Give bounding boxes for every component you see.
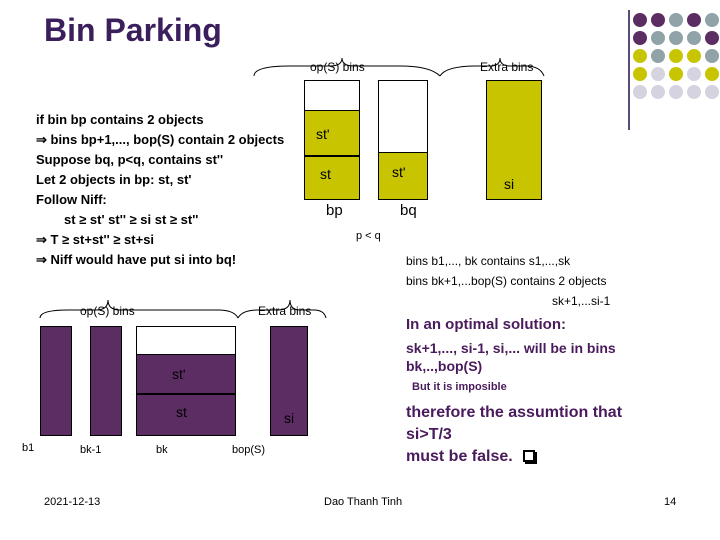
line-7: ⇒ T ≥ st+st'' ≥ st+si — [36, 232, 155, 247]
bin-bp-item-bottom — [304, 156, 360, 200]
label-st-prime-bottom: st' — [172, 366, 186, 382]
conclusion-line-1: therefore the assumtion that — [406, 404, 623, 421]
label-bp: bp — [326, 202, 343, 219]
line-8: ⇒ Niff would have put si into bq! — [36, 252, 237, 267]
decorative-dots — [626, 12, 720, 106]
right-line-5a: sk+1,..., si-1, si,... will be in bins — [406, 340, 616, 356]
page-number: 14 — [664, 496, 677, 508]
bin-bk-item-top — [136, 354, 236, 394]
slide-title: Bin Parking — [44, 12, 222, 48]
line-2: ⇒ bins bp+1,..., bop(S) contain 2 objects — [36, 132, 285, 147]
label-bopS: bop(S) — [232, 444, 266, 456]
line-1: if bin bp contains 2 objects — [36, 112, 204, 127]
top-extra-bins-label: Extra bins — [480, 60, 534, 74]
label-b1: b1 — [22, 442, 35, 454]
bottom-extra-bins-label: Extra bins — [258, 304, 312, 318]
label-bk: bk — [156, 444, 168, 456]
line-4: Let 2 objects in bp: st, st' — [36, 172, 192, 187]
right-line-5b: bk,..,bop(S) — [406, 358, 483, 374]
line-3: Suppose bq, p<q, contains st'' — [36, 152, 224, 167]
top-opS-bins-label: op(S) bins — [310, 60, 365, 74]
label-si-bottom: si — [284, 410, 295, 426]
decorative-divider — [628, 10, 630, 130]
label-bq: bq — [400, 202, 417, 219]
label-p-lt-q: p < q — [356, 230, 381, 242]
label-st-bottom: st — [176, 404, 187, 420]
right-line-1: bins b1,..., bk contains s1,...,sk — [406, 254, 571, 268]
label-bk-1: bk-1 — [80, 444, 102, 456]
conclusion-line-2: si>T/3 — [406, 426, 452, 443]
label-si-top: si — [504, 176, 515, 192]
line-5: Follow Niff: — [36, 192, 107, 207]
bin-bk-1 — [90, 326, 122, 436]
bin-b1 — [40, 326, 72, 436]
conclusion-line-3-text: must be false. — [406, 448, 513, 465]
optimal-solution-heading: In an optimal solution: — [406, 316, 566, 333]
right-line-6: But it is imposible — [412, 381, 507, 393]
footer-date: 2021-12-13 — [44, 496, 101, 508]
bin-bp-item-top — [304, 110, 360, 156]
label-st-top: st — [320, 166, 331, 182]
footer-author: Dao Thanh Tinh — [324, 496, 403, 508]
left-text-block — [36, 110, 284, 270]
label-st-double-prime: st' — [392, 164, 406, 180]
conclusion-line-3 — [406, 446, 622, 468]
bottom-opS-bins-label: op(S) bins — [80, 304, 135, 318]
right-line-3: sk+1,...si-1 — [552, 294, 611, 308]
line-6: st ≥ st' st'' ≥ si st ≥ st'' — [64, 212, 199, 227]
conclusion-block — [406, 402, 622, 468]
label-st-prime-top: st' — [316, 126, 330, 142]
right-line-2: bins bk+1,...bop(S) contains 2 objects — [406, 274, 607, 288]
qed-square-icon — [523, 450, 535, 462]
